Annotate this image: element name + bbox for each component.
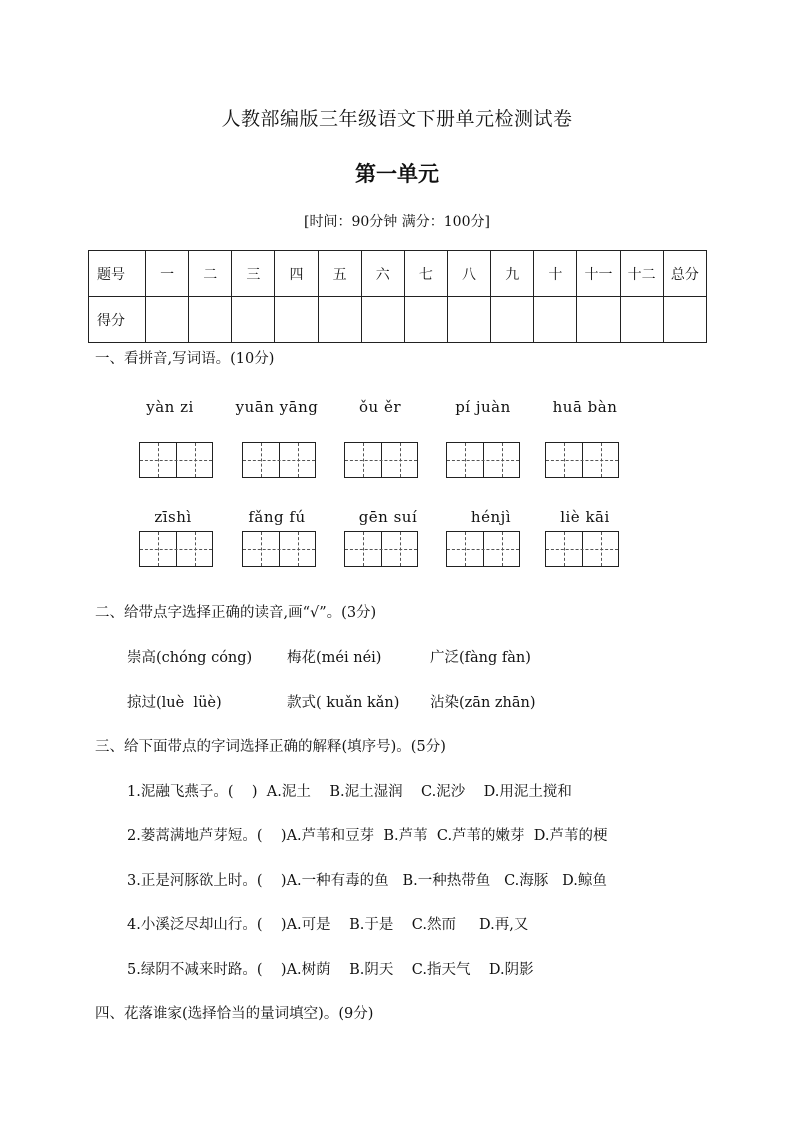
unit-title: 第一单元 xyxy=(355,161,439,186)
pinyin-label: pí juàn xyxy=(455,398,511,416)
score-cell[interactable] xyxy=(447,297,490,343)
pinyin-label: huā bàn xyxy=(552,398,618,416)
reading-choice[interactable]: 沾染(zān zhān) xyxy=(430,695,536,711)
writing-grid[interactable] xyxy=(139,531,213,567)
score-cell[interactable] xyxy=(620,297,663,343)
pinyin-label: liè kāi xyxy=(560,508,610,526)
question-item[interactable]: 1.泥融飞燕子。( ) A.泥土 B.泥土湿润 C.泥沙 D.用泥土搅和 xyxy=(127,784,572,800)
score-table-header-row xyxy=(89,251,707,297)
writing-grid[interactable] xyxy=(139,442,213,478)
pinyin-label: hénjì xyxy=(470,508,512,526)
score-cell[interactable] xyxy=(189,297,232,343)
score-cell[interactable] xyxy=(361,297,404,343)
writing-grid[interactable] xyxy=(446,531,520,567)
score-cell[interactable] xyxy=(534,297,577,343)
score-table-col: 十一 xyxy=(577,251,620,297)
score-table-col: 一 xyxy=(146,251,189,297)
question-item[interactable]: 4.小溪泛尽却山行。( )A.可是 B.于是 C.然而 D.再,又 xyxy=(127,917,529,933)
score-table-col: 十 xyxy=(534,251,577,297)
pinyin-label: gēn suí xyxy=(358,508,418,526)
question-item[interactable]: 3.正是河豚欲上时。( )A.一种有毒的鱼 B.一种热带鱼 C.海豚 D.鲸鱼 xyxy=(127,873,607,889)
section-1-heading: 一、看拼音,写词语。(10分) xyxy=(95,351,275,367)
score-table-col: 三 xyxy=(232,251,275,297)
writing-grid[interactable] xyxy=(242,531,316,567)
score-table xyxy=(88,250,707,343)
score-table-col: 四 xyxy=(275,251,318,297)
writing-grid[interactable] xyxy=(344,442,418,478)
section-2-heading: 二、给带点字选择正确的读音,画“√”。(3分) xyxy=(95,605,377,621)
score-cell[interactable] xyxy=(275,297,318,343)
reading-choice[interactable]: 款式( kuǎn kǎn) xyxy=(287,695,400,711)
score-table-col: 六 xyxy=(361,251,404,297)
exam-title: 人教部编版三年级语文下册单元检测试卷 xyxy=(221,108,573,130)
score-table-score-row xyxy=(89,297,707,343)
pinyin-label: fǎng fú xyxy=(248,508,306,526)
score-cell[interactable] xyxy=(663,297,706,343)
reading-choice[interactable]: 掠过(luè lüè) xyxy=(127,695,222,711)
question-item[interactable]: 2.蒌蒿满地芦芽短。( )A.芦苇和豆芽 B.芦苇 C.芦苇的嫩芽 D.芦苇的梗 xyxy=(127,828,608,844)
writing-grid[interactable] xyxy=(344,531,418,567)
pinyin-label: ǒu ěr xyxy=(358,398,401,416)
score-cell[interactable] xyxy=(232,297,275,343)
score-cell[interactable] xyxy=(491,297,534,343)
question-item[interactable]: 5.绿阴不减来时路。( )A.树荫 B.阴天 C.指天气 D.阴影 xyxy=(127,962,534,978)
score-table-row-label: 得分 xyxy=(89,297,146,343)
score-table-row-label: 题号 xyxy=(89,251,146,297)
pinyin-label: yuān yāng xyxy=(235,398,319,416)
pinyin-label: zīshì xyxy=(154,508,192,526)
score-cell[interactable] xyxy=(318,297,361,343)
writing-grid[interactable] xyxy=(545,531,619,567)
pinyin-label: yàn zi xyxy=(146,398,194,416)
score-table-col: 九 xyxy=(491,251,534,297)
writing-grid[interactable] xyxy=(242,442,316,478)
score-cell[interactable] xyxy=(146,297,189,343)
score-table-col: 七 xyxy=(404,251,447,297)
score-table-col: 八 xyxy=(447,251,490,297)
writing-grid[interactable] xyxy=(446,442,520,478)
reading-choice[interactable]: 梅花(méi néi) xyxy=(287,650,382,666)
score-table-col: 十二 xyxy=(620,251,663,297)
score-cell[interactable] xyxy=(404,297,447,343)
section-3-heading: 三、给下面带点的字词选择正确的解释(填序号)。(5分) xyxy=(95,739,446,755)
score-table-col: 五 xyxy=(318,251,361,297)
writing-grid[interactable] xyxy=(545,442,619,478)
score-table-col: 总分 xyxy=(663,251,706,297)
reading-choice[interactable]: 崇高(chóng cóng) xyxy=(127,650,253,666)
time-score-info: [时间：90分钟 满分：100分] xyxy=(304,214,490,230)
score-table-col: 二 xyxy=(189,251,232,297)
section-4-heading: 四、花落谁家(选择恰当的量词填空)。(9分) xyxy=(95,1006,374,1022)
score-cell[interactable] xyxy=(577,297,620,343)
reading-choice[interactable]: 广泛(fàng fàn) xyxy=(430,650,531,666)
